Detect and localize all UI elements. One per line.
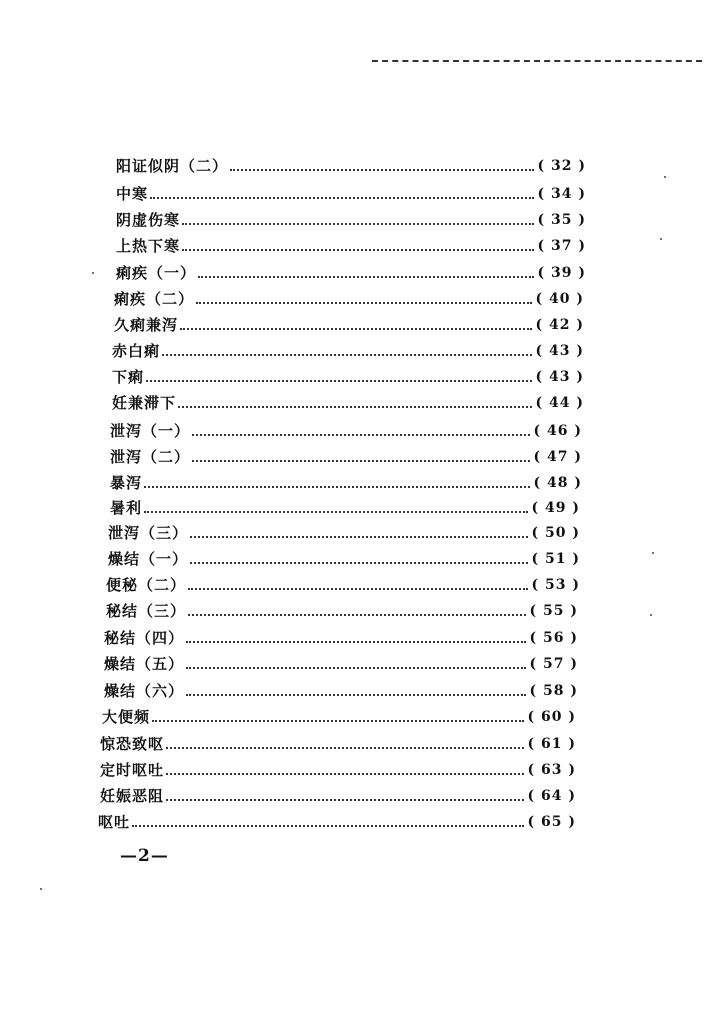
toc-entry-page: ( 65 ) [527,814,576,830]
toc-entry [116,235,586,257]
toc-entry [116,183,586,205]
toc-entry-page: ( 34 ) [537,186,586,202]
toc-entry-title: 久痢兼泻 [114,316,179,334]
toc-dot-leader [150,197,534,199]
toc-entry-page: ( 39 ) [537,265,586,281]
toc-entry [108,522,580,544]
toc-dot-leader [152,720,524,722]
toc-entry-page: ( 55 ) [529,603,578,619]
toc-entry-title: 燥结（五） [104,655,185,673]
toc-entry-page: ( 42 ) [535,317,584,333]
toc-entry-page: ( 47 ) [533,449,582,465]
toc-entry [104,653,578,675]
scan-speck [660,238,662,240]
toc-entry-title: 惊恐致呕 [100,735,165,753]
toc-dot-leader [190,536,528,538]
page-number: —2— [120,846,169,866]
toc-entry [114,314,584,336]
toc-entry [114,288,584,310]
toc-entry-page: ( 50 ) [531,525,580,541]
toc-entry [112,392,584,414]
toc-entry [102,706,576,728]
toc-dot-leader [186,641,526,643]
toc-entry [104,680,578,702]
toc-dot-leader [192,460,530,462]
toc-entry [110,446,582,468]
toc-entry-page: ( 57 ) [529,656,578,672]
toc-dot-leader [132,825,524,827]
toc-entry-page: ( 43 ) [535,343,584,359]
toc-dot-leader [166,747,524,749]
toc-dot-leader [146,380,532,382]
scan-speck [40,888,42,890]
toc-dot-leader [182,223,534,225]
scan-speck [652,552,654,554]
toc-entry [100,733,576,755]
toc-dot-leader [166,773,524,775]
scan-speck [664,176,666,178]
scan-speck [92,272,94,274]
toc-entry-title: 燥结（一） [108,550,189,568]
toc-entry [110,420,582,442]
toc-entry-title: 秘结（三） [106,602,187,620]
toc-entry [100,785,576,807]
toc-entry-page: ( 48 ) [533,475,582,491]
toc-dot-leader [230,169,534,171]
toc-dot-leader [178,406,532,408]
toc-entry [112,340,584,362]
toc-dot-leader [188,614,526,616]
toc-entry-title: 阳证似阴（二） [116,157,229,175]
toc-dot-leader [192,434,530,436]
toc-entry-title: 泄泻（二） [110,448,191,466]
toc-entry-page: ( 58 ) [529,683,578,699]
toc-entry-title: 定时呕吐 [100,761,165,779]
toc-entry-title: 秘结（四） [104,629,185,647]
toc-entry [110,472,582,494]
toc-entry-page: ( 63 ) [527,762,576,778]
scan-speck [650,614,652,616]
toc-entry [116,155,586,177]
toc-entry-title: 泄泻（三） [108,524,189,542]
toc-entry-page: ( 43 ) [535,369,584,385]
toc-dot-leader [166,799,524,801]
toc-entry-title: 大便频 [102,708,151,726]
toc-entry [106,574,580,596]
toc-dot-leader [186,667,526,669]
toc-entry-page: ( 32 ) [537,158,586,174]
toc-dot-leader [186,694,526,696]
toc-dot-leader [198,276,534,278]
toc-entry-title: 泄泻（一） [110,422,191,440]
toc-dot-leader [144,511,528,513]
toc-entry-title: 妊娠恶阻 [100,787,165,805]
toc-entry-title: 便秘（二） [106,576,187,594]
toc-dot-leader [196,302,532,304]
toc-entry-title: 阴虚伤寒 [116,211,181,229]
toc-dot-leader [180,328,532,330]
toc-entry-title: 痢疾（二） [114,290,195,308]
toc-entry [108,548,580,570]
toc-entry-page: ( 40 ) [535,291,584,307]
toc-entry-title: 下痢 [112,368,145,386]
toc-entry-page: ( 60 ) [527,709,576,725]
toc-entry-page: ( 51 ) [531,551,580,567]
toc-entry-title: 暑利 [110,499,143,517]
toc-entry [110,497,580,519]
toc-entry-page: ( 53 ) [531,577,580,593]
toc-dot-leader [182,249,534,251]
toc-entry-title: 妊兼滞下 [112,394,177,412]
toc-entry [112,366,584,388]
toc-entry [116,209,586,231]
toc-entry-title: 痢疾（一） [116,264,197,282]
toc-entry-title: 中寒 [116,185,149,203]
toc-entry-page: ( 49 ) [531,500,580,516]
toc-entry-title: 燥结（六） [104,682,185,700]
toc-entry-page: ( 35 ) [537,212,586,228]
toc-dot-leader [162,354,532,356]
toc-entry-title: 暴泻 [110,474,143,492]
toc-entry-page: ( 44 ) [535,395,584,411]
toc-entry-page: ( 37 ) [537,238,586,254]
toc-entry-page: ( 56 ) [529,630,578,646]
toc-entry [106,600,578,622]
toc-entry-title: 上热下寒 [116,237,181,255]
toc-dot-leader [144,486,530,488]
toc-entry [98,811,576,833]
toc-dot-leader [188,588,528,590]
toc-entry-title: 赤白痢 [112,342,161,360]
toc-dot-leader [190,562,528,564]
toc-entry [100,759,576,781]
toc-entry-page: ( 64 ) [527,788,576,804]
toc-entry [104,627,578,649]
toc-entry-page: ( 61 ) [527,736,576,752]
toc-entry-page: ( 46 ) [533,423,582,439]
toc-entry [116,262,586,284]
toc-entry-title: 呕吐 [98,813,131,831]
